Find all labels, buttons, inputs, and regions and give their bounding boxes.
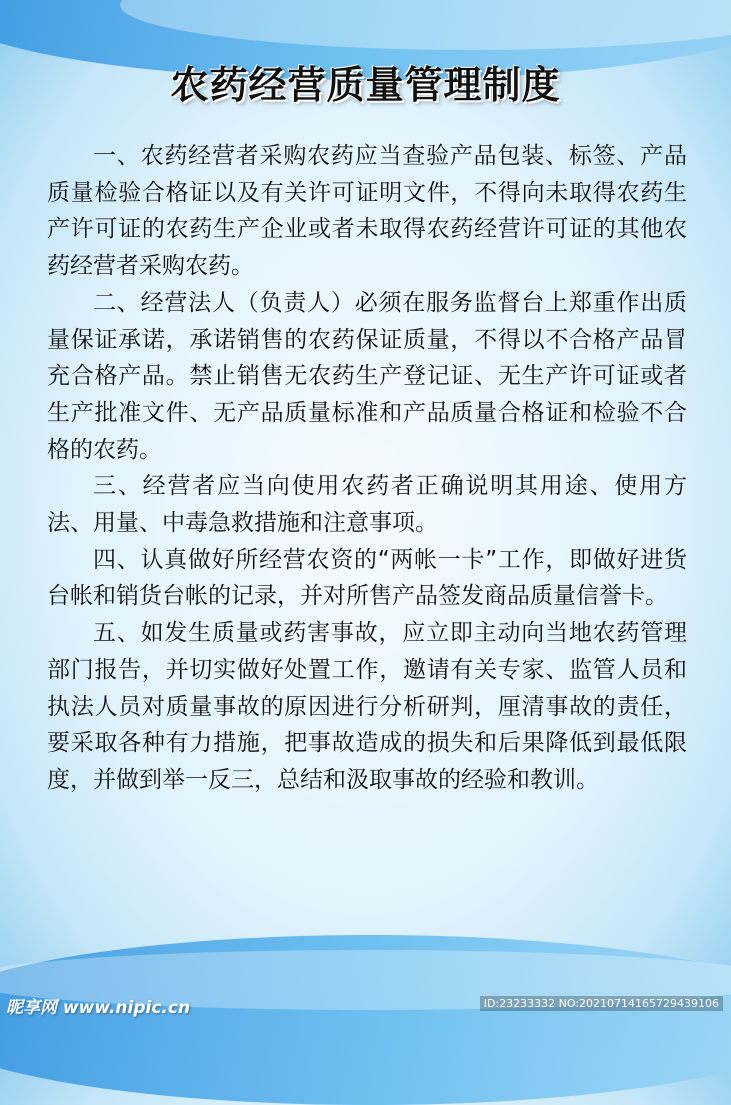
- clause-2: 二、经营法人（负责人）必须在服务监督台上郑重作出质量保证承诺，承诺销售的农药保证质量，不得以不合格产品冒充合格产品。禁止销售无农药生产登记证、无生产许可证或者生产批准文件、无产品质量标准和产品质量合格证和检验不合格的农药。: [47, 289, 687, 463]
- clause-1: 一、农药经营者采购农药应当查验产品包装、标签、产品质量检验合格证以及有关许可证明文件，不得向未取得农药生产许可证的农药生产企业或者未取得农药经营许可证的其他农药经营者采购农药。: [47, 143, 687, 280]
- clause-4: 四、认真做好所经营农资的“两帐一卡”工作，即做好进货台帐和销货台帐的记录，并对所售产品签发商品质量信誉卡。: [47, 546, 687, 610]
- regulation-body: [47, 138, 687, 799]
- watermark-logo: 昵享网 www.nipic.cn: [6, 998, 191, 1018]
- clause-3: 三、经营者应当向使用农药者正确说明其用途、使用方法、用量、中毒急救措施和注意事项。: [47, 473, 687, 537]
- watermark-id: ID:23233332 NO:20210714165729439106: [480, 996, 723, 1011]
- page-title: 农药经营质量管理制度: [170, 63, 561, 107]
- clause-5: 五、如发生质量或药害事故，应立即主动向当地农药管理部门报告，并切实做好处置工作，邀请有关专家、监管人员和执法人员对质量事故的原因进行分析研判，厘清事故的责任，要采取各种有力措施，把事故造成的损失和后果降低到最低限度，并做到举一反三，总结和汲取事故的经验和教训。: [47, 620, 687, 793]
